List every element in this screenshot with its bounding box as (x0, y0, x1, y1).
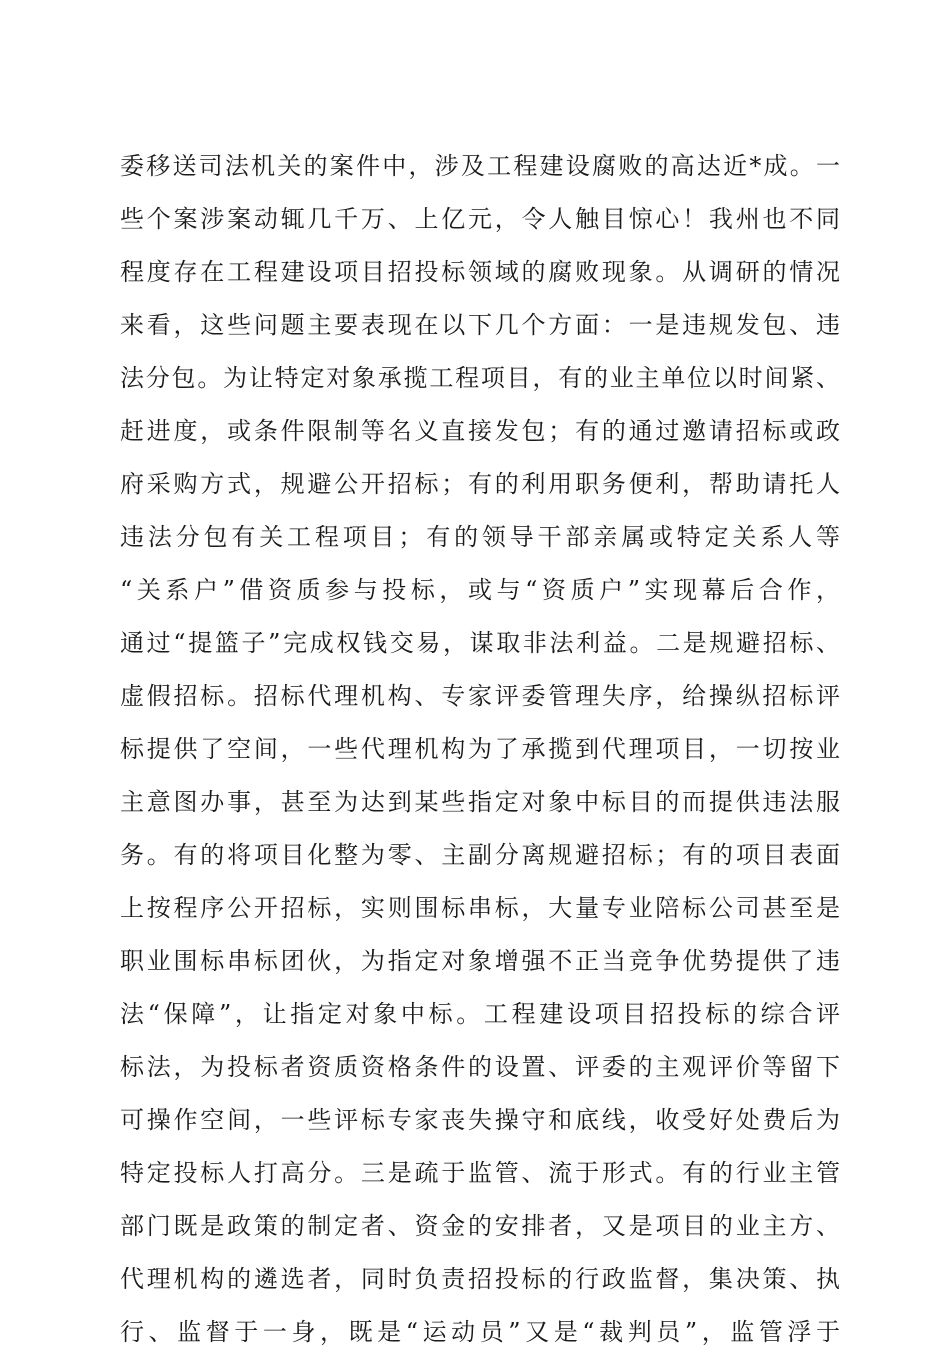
text-line: 府采购方式，规避公开招标；有的利用职务便利，帮助请托人 (120, 470, 840, 498)
text-line: 主意图办事，甚至为达到某些指定对象中标目的而提供违法服 (120, 788, 840, 816)
text-line: 特定投标人打高分。三是疏于监管、流于形式。有的行业主管 (120, 1159, 840, 1187)
text-line: 务。有的将项目化整为零、主副分离规避招标；有的项目表面 (120, 841, 840, 869)
text-line: 代理机构的遴选者，同时负责招投标的行政监督，集决策、执 (120, 1265, 840, 1293)
text-line: 职业围标串标团伙，为指定对象增强不正当竞争优势提供了违 (120, 947, 840, 975)
text-line: 虚假招标。招标代理机构、专家评委管理失序，给操纵招标评 (120, 682, 840, 710)
text-line: 程度存在工程建设项目招投标领域的腐败现象。从调研的情况 (120, 258, 840, 286)
text-line: 可操作空间，一些评标专家丧失操守和底线，收受好处费后为 (120, 1106, 840, 1134)
text-line: 委移送司法机关的案件中，涉及工程建设腐败的高达近*成。一 (120, 152, 840, 180)
text-line: “关系户”借资质参与投标，或与“资质户”实现幕后合作， (120, 576, 840, 604)
text-line: 来看，这些问题主要表现在以下几个方面：一是违规发包、违 (120, 311, 840, 339)
text-line: 些个案涉案动辄几千万、上亿元，令人触目惊心！我州也不同 (120, 205, 840, 233)
text-line: 违法分包有关工程项目；有的领导干部亲属或特定关系人等 (120, 523, 840, 551)
text-line: 法分包。为让特定对象承揽工程项目，有的业主单位以时间紧、 (120, 364, 840, 392)
text-line: 部门既是政策的制定者、资金的安排者，又是项目的业主方、 (120, 1212, 840, 1240)
text-line: 通过“提篮子”完成权钱交易，谋取非法利益。二是规避招标、 (120, 629, 840, 657)
text-line: 赶进度，或条件限制等名义直接发包；有的通过邀请招标或政 (120, 417, 840, 445)
body-text (120, 140, 840, 1359)
text-line: 标提供了空间，一些代理机构为了承揽到代理项目，一切按业 (120, 735, 840, 763)
text-line: 标法，为投标者资质资格条件的设置、评委的主观评价等留下 (120, 1053, 840, 1081)
text-line: 行、监督于一身，既是“运动员”又是“裁判员”，监管浮于 (120, 1318, 840, 1346)
text-line: 上按程序公开招标，实则围标串标，大量专业陪标公司甚至是 (120, 894, 840, 922)
text-line: 法“保障”，让指定对象中标。工程建设项目招投标的综合评 (120, 1000, 840, 1028)
